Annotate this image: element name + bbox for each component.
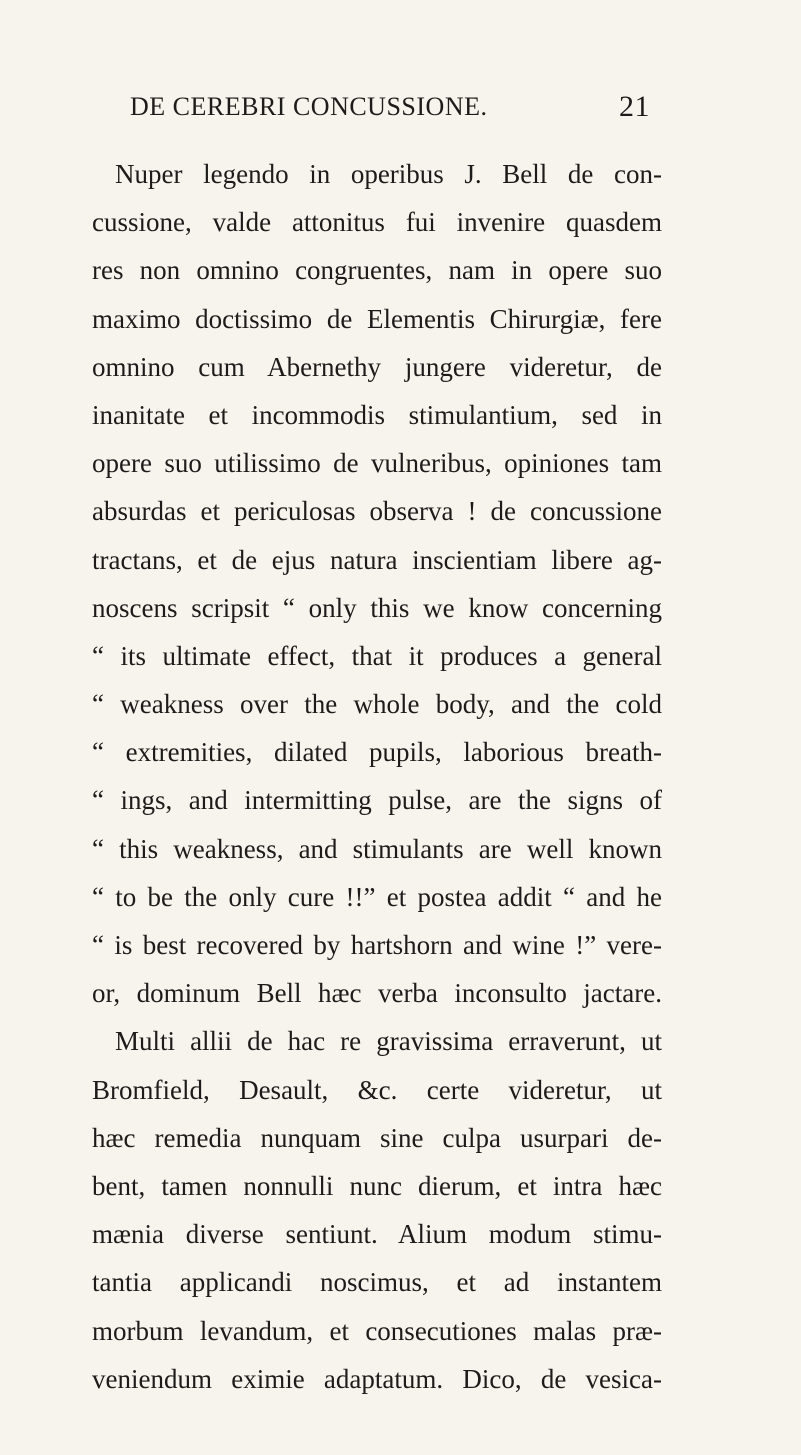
text-line: tantia applicandi noscimus, et ad instantem — [92, 1267, 662, 1298]
text-line: maximo doctissimo de Elementis Chirurgiæ, fere — [92, 303, 662, 334]
text-line: omnino cum Abernethy jungere videretur, de — [92, 351, 662, 382]
text-line: opere suo utilissimo de vulneribus, opiniones tam — [92, 448, 662, 479]
text-line: “ is best recovered by hartshorn and wine !” vere- — [92, 930, 662, 960]
text-line: “ ings, and intermitting pulse, are the signs of — [92, 785, 662, 816]
text-line: “ to be the only cure !!” et postea addit “ and he — [92, 881, 662, 912]
text-line: “ its ultimate effect, that it produces a general — [92, 640, 662, 671]
running-title: DE CEREBRI CONCUSSIONE. — [130, 92, 488, 121]
text-line: cussione, valde attonitus fui invenire quasdem — [92, 207, 662, 238]
text-line: mænia diverse sentiunt. Alium modum stimu- — [92, 1219, 662, 1250]
text-line: “ this weakness, and stimulants are well known — [92, 833, 662, 864]
text-line: hæc remedia nunquam sine culpa usurpari de- — [92, 1122, 662, 1153]
text-line: veniendum eximie adaptatum. Dico, de vesica- — [92, 1363, 662, 1394]
text-line: inanitate et incommodis stimulantium, sed in — [92, 399, 662, 430]
text-line: bent, tamen nonnulli nunc dierum, et intra hæc — [92, 1170, 662, 1201]
running-head — [130, 92, 650, 132]
text-line: noscens scripsit “ only this we know concerning — [92, 592, 662, 623]
text-line: res non omnino congruentes, nam in opere suo — [92, 255, 662, 286]
text-line: absurdas et periculosas observa ! de concussione — [92, 496, 662, 527]
text-line: tractans, et de ejus natura inscientiam libere ag- — [92, 544, 662, 575]
text-line: “ weakness over the whole body, and the cold — [92, 689, 662, 720]
text-line: morbum levandum, et consecutiones malas præ- — [92, 1315, 662, 1346]
text-line: or, dominum Bell hæc verba inconsulto jactare. — [92, 978, 662, 1009]
text-line: Nuper legendo in operibus J. Bell de con- — [115, 159, 662, 189]
body-text — [92, 150, 662, 1403]
text-line: Bromfield, Desault, &c. certe videretur, ut — [92, 1074, 662, 1105]
text-line: Multi allii de hac re gravissima erraverunt, ut — [115, 1026, 662, 1057]
text-line: “ extremities, dilated pupils, laborious breath- — [92, 737, 662, 768]
page-number: 21 — [619, 90, 650, 123]
